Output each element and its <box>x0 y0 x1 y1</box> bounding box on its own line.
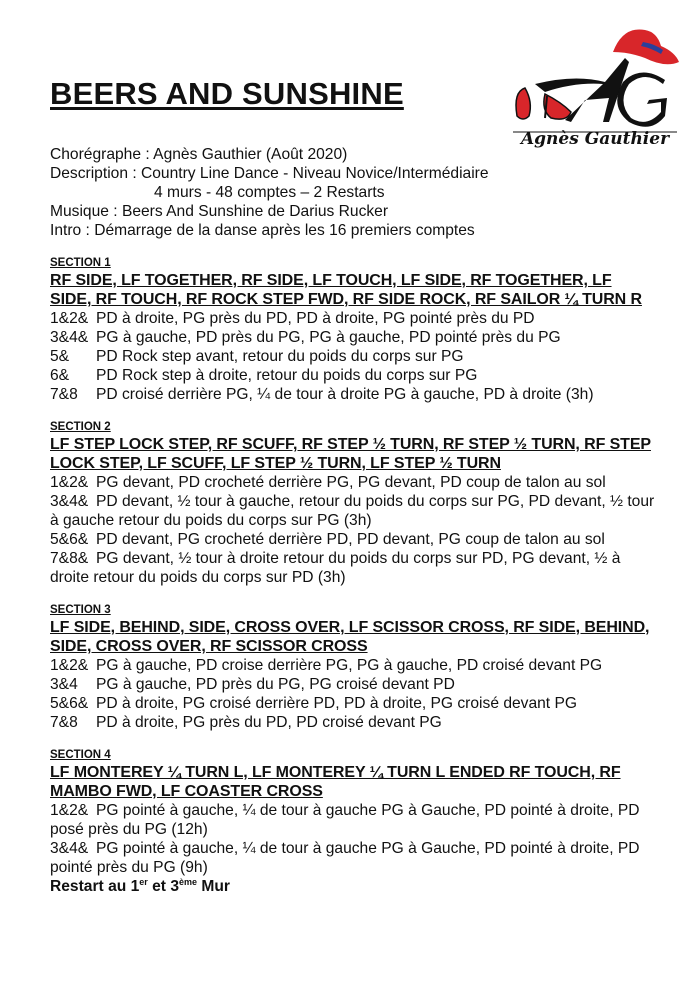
restart-text: Restart au 1 <box>50 878 140 895</box>
page-title: BEERS AND SUNSHINE <box>50 76 404 111</box>
step-count: 3&4& <box>50 840 89 857</box>
restart-sup: ème <box>179 876 198 887</box>
section-heading: RF SIDE, LF TOGETHER, RF SIDE, LF TOUCH, LF SIDE, RF TOGETHER, LF SIDE, RF TOUCH, RF ROCK STEP FWD, RF SIDE ROCK, RF SAILOR ¼ TURN R <box>50 272 642 308</box>
step-description: PG devant, PD crocheté derrière PG, PG devant, PD coup de talon au sol <box>96 474 606 491</box>
step-line <box>50 309 655 328</box>
step-count: 5&6& <box>50 531 89 548</box>
logo-signature: Agnès Gauthier <box>520 129 670 149</box>
step-count: 5& <box>50 348 70 365</box>
step-description: PG pointé à gauche, ¼ de tour à gauche PG à Gauche, PD pointé à droite, PD posé près du PG (12h) <box>50 802 640 838</box>
step-line <box>50 656 655 675</box>
description-details-line: 4 murs - 48 comptes – 2 Restarts <box>154 184 385 201</box>
step-description: PD à droite, PG près du PD, PD croisé devant PG <box>96 714 442 731</box>
section-1 <box>50 256 655 404</box>
step-count: 6& <box>50 367 70 384</box>
step-line <box>50 347 655 366</box>
step-count: 3&4& <box>50 493 89 510</box>
step-line <box>50 366 655 385</box>
step-description: PD à droite, PG croisé derrière PD, PD à droite, PG croisé devant PG <box>96 695 578 712</box>
step-line <box>50 385 655 404</box>
step-count: 7&8& <box>50 550 89 567</box>
section-label: SECTION 1 <box>50 257 111 269</box>
section-2 <box>50 420 655 587</box>
section-label: SECTION 2 <box>50 421 111 433</box>
step-description: PG à gauche, PD croise derrière PG, PG à gauche, PD croisé devant PG <box>96 657 603 674</box>
section-heading: LF MONTEREY ¼ TURN L, LF MONTEREY ¼ TURN L ENDED RF TOUCH, RF MAMBO FWD, LF COASTER CROSS <box>50 764 621 800</box>
step-count: 1&2& <box>50 657 89 674</box>
step-count: 7&8 <box>50 714 78 731</box>
section-4 <box>50 748 655 877</box>
section-heading: LF SIDE, BEHIND, SIDE, CROSS OVER, LF SCISSOR CROSS, RF SIDE, BEHIND, SIDE, CROSS OVER, RF SCISSOR CROSS <box>50 619 650 655</box>
section-heading: LF STEP LOCK STEP, RF SCUFF, RF STEP ½ TURN, RF STEP ½ TURN, RF STEP LOCK STEP, LF SCUFF, LF STEP ½ TURN, LF STEP ½ TURN <box>50 436 651 472</box>
step-line <box>50 694 655 713</box>
step-count: 3&4 <box>50 676 78 693</box>
step-description: PD Rock step à droite, retour du poids du corps sur PG <box>96 367 478 384</box>
step-count: 1&2& <box>50 802 89 819</box>
step-line <box>50 492 655 530</box>
agnes-gauthier-logo <box>505 22 685 150</box>
music-line: Musique : Beers And Sunshine de Darius Rucker <box>50 203 389 220</box>
step-count: 1&2& <box>50 474 89 491</box>
step-line <box>50 675 655 694</box>
step-line <box>50 713 655 732</box>
step-description: PD Rock step avant, retour du poids du corps sur PG <box>96 348 464 365</box>
step-line <box>50 473 655 492</box>
step-count: 7&8 <box>50 386 78 403</box>
step-count: 3&4& <box>50 329 89 346</box>
section-3 <box>50 603 655 732</box>
step-description: PD devant, PG crocheté derrière PD, PD devant, PG coup de talon au sol <box>96 531 605 548</box>
dance-info <box>50 145 655 240</box>
step-line <box>50 328 655 347</box>
restart-note <box>50 877 655 896</box>
section-label: SECTION 3 <box>50 604 111 616</box>
section-label: SECTION 4 <box>50 749 111 761</box>
restart-text: et 3 <box>147 878 179 895</box>
step-line <box>50 839 655 877</box>
step-line <box>50 549 655 587</box>
choreographer-line: Chorégraphe : Agnès Gauthier (Août 2020) <box>50 146 348 163</box>
step-description: PG pointé à gauche, ¼ de tour à gauche PG à Gauche, PD pointé à droite, PD pointé près du PG (9h) <box>50 840 640 876</box>
step-description: PG à gauche, PD près du PG, PG croisé devant PD <box>96 676 455 693</box>
step-count: 5&6& <box>50 695 89 712</box>
restart-sup: er <box>139 876 148 887</box>
step-line <box>50 530 655 549</box>
step-description: PD devant, ½ tour à gauche, retour du poids du corps sur PG, PD devant, ½ tour à gauche retour du poids du corps sur PG (3h) <box>50 493 655 529</box>
step-description: PD croisé derrière PG, ¼ de tour à droite PG à gauche, PD à droite (3h) <box>96 386 594 403</box>
logo-graphic <box>505 22 685 150</box>
intro-line: Intro : Démarrage de la danse après les 16 premiers comptes <box>50 222 475 239</box>
document-body <box>50 145 655 896</box>
description-line: Description : Country Line Dance - Niveau Novice/Intermédiaire <box>50 165 489 182</box>
step-line <box>50 801 655 839</box>
step-description: PG à gauche, PD près du PG, PG à gauche, PD pointé près du PG <box>96 329 561 346</box>
step-description: PG devant, ½ tour à droite retour du poids du corps sur PD, PG devant, ½ à droite retour du poids du corps sur PD (3h) <box>50 550 621 586</box>
step-count: 1&2& <box>50 310 89 327</box>
restart-text: Mur <box>197 878 230 895</box>
step-description: PD à droite, PG près du PD, PD à droite, PG pointé près du PD <box>96 310 535 327</box>
